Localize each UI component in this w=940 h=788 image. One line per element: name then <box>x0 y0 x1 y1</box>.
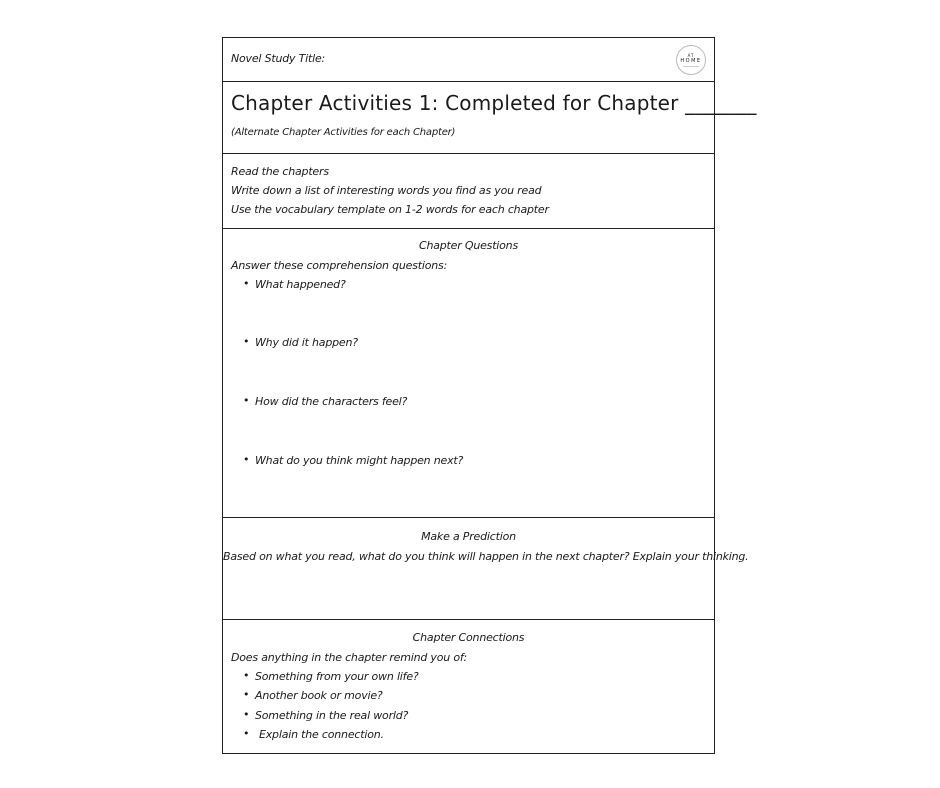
bullet-icon: • <box>243 394 250 407</box>
question-item: What happened? <box>255 278 346 291</box>
questions-section <box>223 229 714 518</box>
at-home-logo-icon <box>676 45 706 75</box>
logo-text-home: HOME <box>680 58 702 64</box>
header-section <box>223 38 714 82</box>
page-title: Chapter Activities 1: Completed for Chapter _______ <box>231 91 757 115</box>
connections-section <box>223 620 714 755</box>
bullet-icon: • <box>243 335 250 348</box>
instruction-item: Write down a list of interesting words you find as you read <box>231 184 542 197</box>
question-item: How did the characters feel? <box>255 395 408 408</box>
instructions-section <box>223 154 714 229</box>
connection-item: Another book or movie? <box>255 689 383 702</box>
question-item: What do you think might happen next? <box>255 454 464 467</box>
prediction-prompt: Based on what you read, what do you think will happen in the next chapter? Explain your thinking. <box>223 550 749 563</box>
questions-intro: Answer these comprehension questions: <box>231 259 448 272</box>
prediction-section <box>223 518 749 620</box>
connections-heading: Chapter Connections <box>412 631 525 644</box>
prediction-heading: Make a Prediction <box>421 530 516 543</box>
connections-intro: Does anything in the chapter remind you of: <box>231 651 468 664</box>
question-item: Why did it happen? <box>255 336 358 349</box>
worksheet <box>222 37 757 754</box>
logo-divider <box>683 66 699 67</box>
novel-title-label: Novel Study Title: <box>231 52 326 65</box>
questions-heading: Chapter Questions <box>418 239 518 252</box>
bullet-icon: • <box>243 277 250 290</box>
bullet-icon: • <box>243 708 250 721</box>
instruction-item: Use the vocabulary template on 1-2 words for each chapter <box>231 203 549 216</box>
connection-item: Something from your own life? <box>255 670 419 683</box>
bullet-icon: • <box>243 688 250 701</box>
logo-text-at: AT <box>687 53 695 58</box>
page-subtitle: (Alternate Chapter Activities for each Chapter) <box>231 127 456 138</box>
bullet-icon: • <box>243 453 250 466</box>
instruction-item: Read the chapters <box>231 165 329 178</box>
bullet-icon: • <box>243 669 250 682</box>
connection-item: Something in the real world? <box>255 709 409 722</box>
title-section <box>223 82 757 154</box>
bullet-icon: • <box>243 727 250 740</box>
connection-item: Explain the connection. <box>259 728 384 741</box>
